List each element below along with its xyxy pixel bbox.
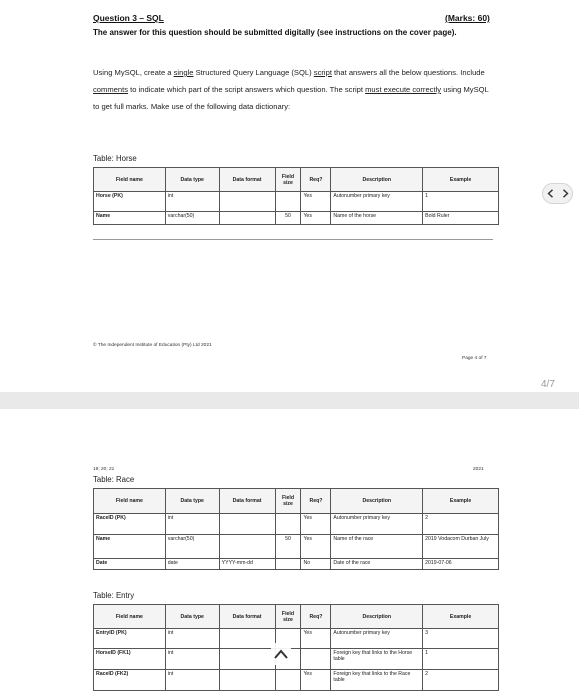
horse-table-caption: Table: Horse [93,154,137,163]
entry-table-caption: Table: Entry [93,591,135,600]
next-page-button[interactable] [558,184,573,203]
table-row: RaceID (PK) int Yes Autonumber primary key 2 [94,514,499,535]
question-body: Using MySQL, create a single Structured Query Language (SQL) script that answers all the below questions. Include comments to indicate which part of the script answers which question. The script must execute correctly using MySQL to get full marks. Make use of the following data dictionary: [93,68,489,111]
section-divider [93,239,493,240]
table-row: EntryID (PK) int Yes Autonumber primary key 3 [94,629,499,649]
table-row: Name varchar(50) 50 Yes Name of the race 2019 Vodacom Durban July [94,535,499,559]
question-instruction: The answer for this question should be submitted digitally (see instructions on the cover page). [93,28,457,37]
chevron-up-icon [273,647,289,661]
table-row: HorseID (FK1) int Foreign key that links to the Horse table 1 [94,649,499,670]
chevron-left-icon [547,189,554,198]
col-req: Req? [301,168,331,192]
page-header-right: 2021 [473,467,484,472]
col-data-format: Data format [219,168,275,192]
table-row: Horse (PK) int Yes Autonumber primary key 1 [94,192,499,212]
col-example: Example [423,168,499,192]
footer-page-number: Page 4 of 7 [462,356,487,361]
horse-table [93,167,499,225]
race-table-caption: Table: Race [93,475,135,484]
question-title: Question 3 – SQL [93,13,164,23]
chevron-right-icon [562,189,569,198]
col-field-size: Field size [275,168,301,192]
collapse-toolbar-button[interactable] [271,643,291,665]
footer-copyright: © The Independent Institute of Education (Pty) Ltd 2021 [93,343,212,348]
table-row: Date date YYYY-mm-dd No Date of the race 2019-07-06 [94,559,499,570]
table-row: Name varchar(50) 50 Yes Name of the horse Bold Ruler [94,212,499,225]
previous-page-button[interactable] [543,184,558,203]
col-description: Description [331,168,423,192]
page-gap [0,392,579,409]
page-nav-control [542,183,573,204]
table-row: RaceID (FK2) int Yes Foreign key that links to the Race table 2 [94,670,499,691]
entry-table: Field name Data type Data format Field size Req? Description Example EntryID (PK) int Yes Autonumber primary key 3 HorseID (FK1) int Foreign key that links to the Horse table 1 RaceID (FK2) int Yes Foreign key that links to the Race table 2 [93,604,499,691]
col-field-name: Field name [94,168,166,192]
page-counter: 4/7 [541,379,555,390]
col-data-type: Data type [165,168,219,192]
race-table: Field name Data type Data format Field size Req? Description Example RaceID (PK) int Yes Autonumber primary key 2 Name varchar(50) 50 Yes Name of the race 2019 Vodacom Durban July Date date YYYY-mm-dd No Date of the race 2019-07-06 [93,488,499,570]
question-marks: (Marks: 60) [445,13,490,23]
page-header-left: 19; 20; 21 [93,467,115,472]
